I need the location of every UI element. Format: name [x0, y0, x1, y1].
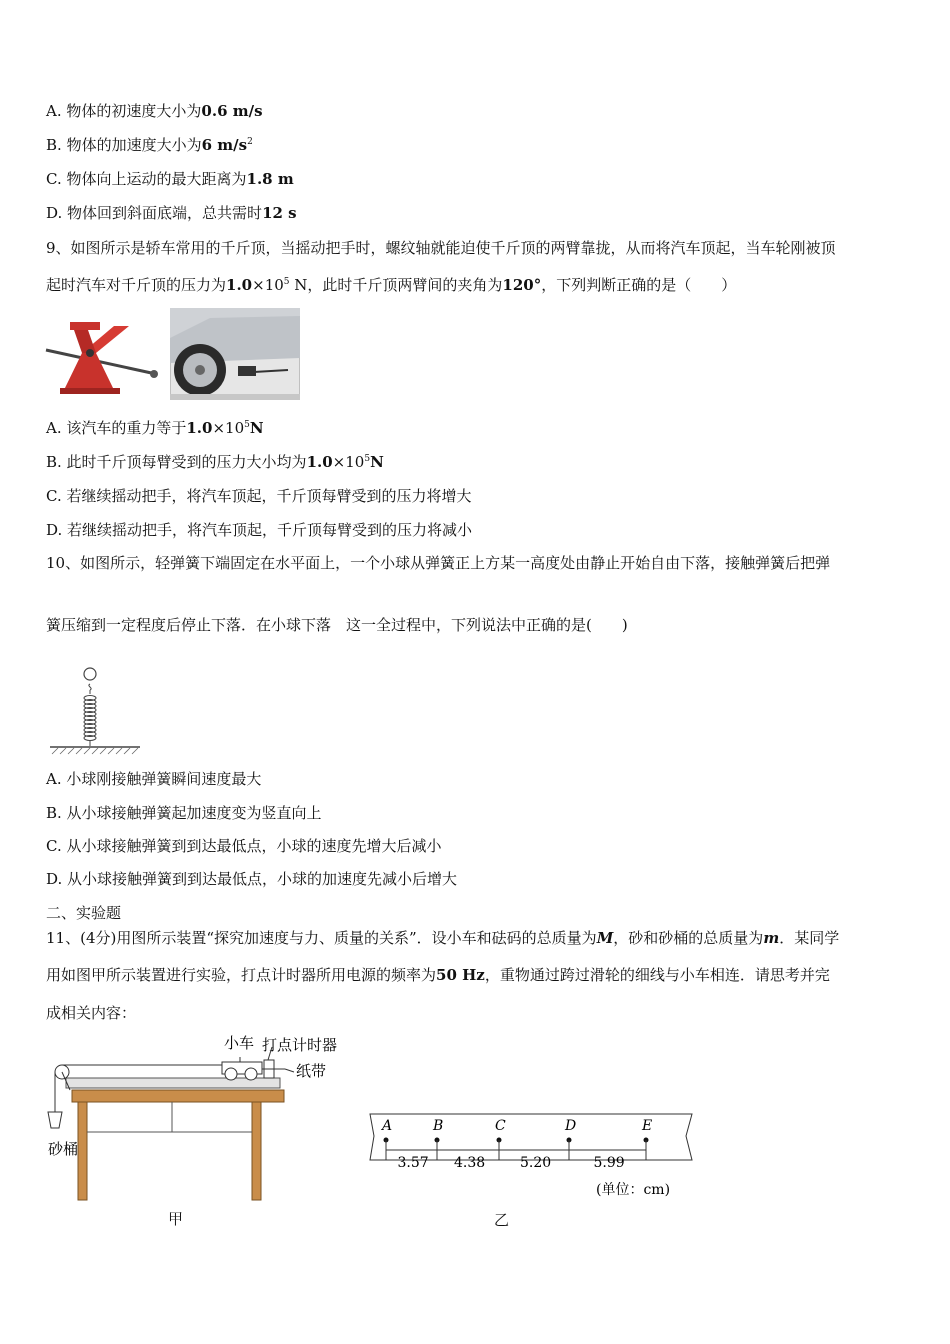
q9-option-a: A. 该汽车的重力等于$1.0\times 10^5N$ — [46, 419, 264, 437]
car-jack-figure — [44, 308, 160, 400]
q9-option-d: D. 若继续摇动把手，将汽车顶起，千斤顶每臂受到的压力将减小 — [46, 521, 473, 539]
q11-stem-line1: 11、(4分)用图所示装置“探究加速度与力、质量的关系”．设小车和砝码的总质量为M，砂和砂桶的总质量为m．某同学 — [46, 929, 840, 947]
q8-option-d: D. 物体回到斜面底端，总共需时12 s — [46, 204, 297, 222]
car-jack-photo — [170, 308, 300, 400]
q10-option-a: A. 小球刚接触弹簧瞬间速度最大 — [46, 770, 262, 788]
label-timer: 打点计时器 — [262, 1036, 338, 1054]
q10-stem-line1: 10、如图所示，轻弹簧下端固定在水平面上，一个小球从弹簧正上方某一高度处由静止开始自由下落，接触弹簧后把弹 — [46, 554, 831, 572]
q11-stem-line2: 用如图甲所示装置进行实验，打点计时器所用电源的频率为50 Hz，重物通过跨过滑轮的细线与小车相连．请思考并完 — [46, 966, 830, 984]
q9-option-c: C. 若继续摇动把手，将汽车顶起，千斤顶每臂受到的压力将增大 — [46, 487, 472, 505]
q9-stem-line2: 起时汽车对千斤顶的压力为$1.0\times 10^5$ N，此时千斤顶两臂间的夹角为120°，下列判断正确的是（ ） — [46, 276, 737, 294]
tape-unit-label: (单位：cm) — [596, 1182, 671, 1198]
q8-option-b: B. 物体的加速度大小为6 $m/s^2$ — [46, 136, 253, 154]
section-heading: 二、实验题 — [46, 904, 122, 922]
tape-point-label-D: D — [565, 1118, 577, 1134]
label-car: 小车 — [224, 1034, 255, 1052]
label-tape: 纸带 — [296, 1062, 327, 1080]
q10-stem-line2: 簧压缩到一定程度后停止下落．在小球下落 这一全过程中，下列说法中正确的是( ) — [46, 616, 628, 634]
caption-yi: 乙 — [494, 1211, 510, 1229]
q10-option-d: D. 从小球接触弹簧到到达最低点，小球的加速度先减小后增大 — [46, 870, 458, 888]
apparatus-figure — [40, 1032, 360, 1232]
tape-point-label-B: B — [433, 1118, 444, 1134]
q8-option-a: A. 物体的初速度大小为0.6 m/s — [46, 102, 263, 120]
q9-option-b: B. 此时千斤顶每臂受到的压力大小均为$1.0\times 10^5N$ — [46, 453, 384, 471]
tape-point-label-C: C — [495, 1118, 506, 1134]
q10-option-b: B. 从小球接触弹簧起加速度变为竖直向上 — [46, 804, 322, 822]
tape-segment-label: 4.38 — [454, 1155, 486, 1171]
label-bucket: 砂桶 — [48, 1140, 79, 1158]
tape-segment-label: 5.99 — [593, 1155, 625, 1171]
q11-stem-line3: 成相关内容： — [46, 1004, 137, 1022]
tape-point-label-E: E — [642, 1118, 653, 1134]
q10-option-c: C. 从小球接触弹簧到到达最低点，小球的速度先增大后减小 — [46, 837, 442, 855]
tape-figure — [366, 1110, 696, 1202]
tape-segment-label: 3.57 — [397, 1155, 429, 1171]
spring-ball-figure — [48, 664, 142, 756]
q9-stem-line1: 9、如图所示是轿车常用的千斤顶，当摇动把手时，螺纹轴就能迫使千斤顶的两臂靠拢，从而将汽车顶起，当车轮刚被顶 — [46, 239, 836, 257]
caption-jia: 甲 — [168, 1210, 184, 1228]
tape-segment-label: 5.20 — [520, 1155, 552, 1171]
q8-option-c: C. 物体向上运动的最大距离为1.8 m — [46, 170, 294, 188]
tape-point-label-A: A — [382, 1118, 393, 1134]
